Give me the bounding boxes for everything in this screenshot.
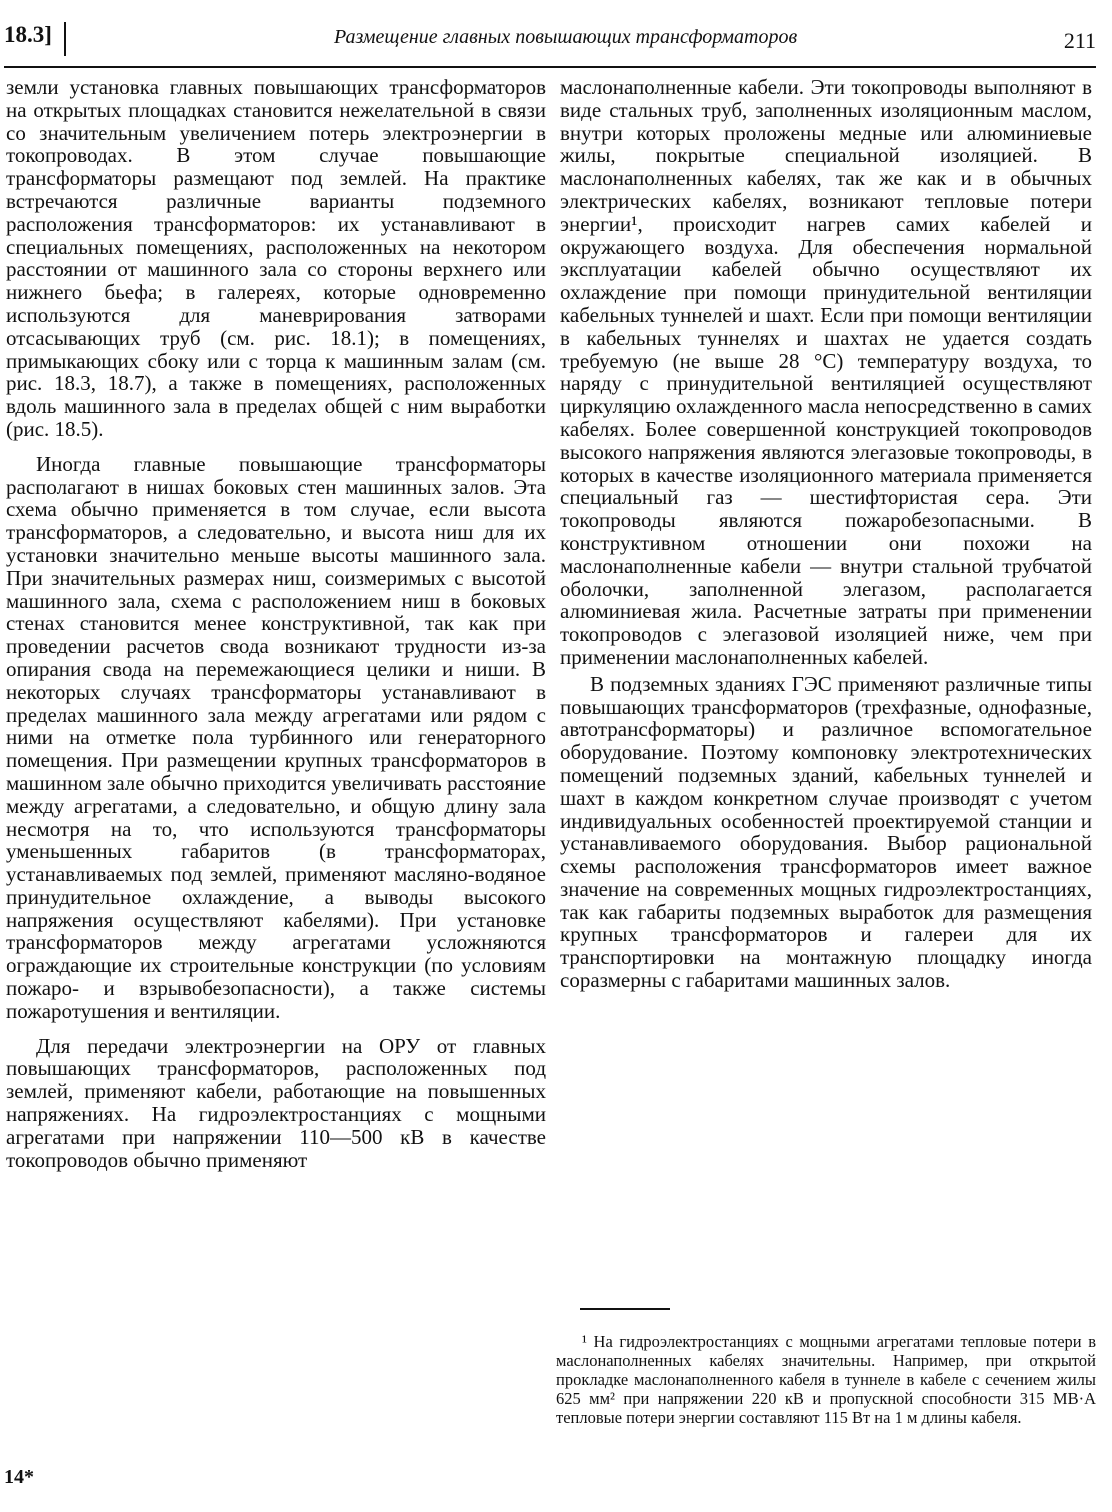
- footnote: ¹ На гидроэлектростанциях с мощными агрегатами тепловые потери в маслонаполненных кабелях значительны. Например, при открытой прокладке маслонаполненного кабеля в туннеле в кабеле с сечением жилы 625 мм² при напряжении 220 кВ и пропускной способности 315 МВ·А тепловые потери энергии составляют 115 Вт на 1 м длины кабеля.: [556, 1332, 1096, 1427]
- footnote-divider: [580, 1308, 670, 1310]
- signature-mark: 14*: [4, 1466, 34, 1488]
- paragraph: маслонаполненные кабели. Эти токопроводы выполняют в виде стальных труб, заполненных изоляционным маслом, внутри которых проложены медные или алюминиевые жилы, покрытые специальной изоляцией. В маслонаполненных кабелях, так же как и в обычных электрических кабелях, возникают тепловые потери энергии¹, происходит нагрев самих кабелей и окружающего воздуха. Для обеспечения нормальной эксплуатации кабелей обычно осуществляют их охлаждение при помощи принудительной вентиляции кабельных туннелей и шахт. Если при помощи вентиляции в кабельных туннелях и шахтах не удается создать требуемую (не выше 28 °С) температуру воздуха, то наряду с принудительной вентиляцией осуществляют циркуляцию охлажденного масла непосредственно в самих кабелях. Более совершенной конструкцией токопроводов высокого напряжения являются элегазовые токопроводы, в которых в качестве изоляционного материала применяется специальный газ — шестифтористая сера. Эти токопроводы являются пожаробезопасными. В конструктивном отношении они похожи на маслонаполненные кабели — внутри стальной трубчатой оболочки, заполненной элегазом, располагается алюминиевая жила. Расчетные затраты при применении токопроводов с элегазовой изоляцией ниже, чем при применении маслонаполненных кабелей.: [560, 75, 1092, 669]
- paragraph: Для передачи электроэнергии на ОРУ от главных повышающих трансформаторов, расположенных под землей, применяют кабели, работающие на повышенных напряжениях. На гидроэлектростанциях с мощными агрегатами при напряжении 110—500 кВ в качестве токопроводов обычно применяют: [6, 1033, 546, 1172]
- right-column: [560, 76, 1092, 992]
- paragraph: В подземных зданиях ГЭС применяют различные типы повышающих трансформаторов (трехфазные, однофазные, автотрансформаторы) и различное вспомогательное оборудование. Поэтому компоновку электротехнических помещений подземных зданий, кабельных туннелей и шахт в каждом конкретном случае производят с учетом индивидуальных особенностей проектируемой станции и устанавливаемого оборудования. Выбор рациональной схемы расположения трансформаторов имеет важное значение на современных мощных гидроэлектростанциях, так как габариты подземных выработок для размещения крупных трансформаторов и галереи для их транспортировки на монтажную площадку иногда соразмерны с габаритами машинных залов.: [560, 671, 1092, 993]
- paragraph: Иногда главные повышающие трансформаторы располагают в нишах боковых стен машинных залов. Эта схема обычно применяется в том случае, если высота трансформаторов, а следовательно, и высота ниш для их установки значительно меньше высоты машинного зала. При значительных размерах ниш, соизмеримых с высотой машинного зала, схема с расположением ниш в боковых стенах становится менее конструктивной, так как при проведении расчетов свода возникают трудности из-за опирания свода на перемежающиеся целики и ниши. В некоторых случаях трансформаторы устанавливают в пределах машинного зала между агрегатами или рядом с ними на отметке пола турбинного или генераторного помещения. При размещении крупных трансформаторов в машинном зале обычно приходится увеличивать расстояние между агрегатами, а следовательно, и общую длину зала несмотря на то, что используются трансформаторы уменьшенных габаритов (в трансформаторах, устанавливаемых под землей, применяют масляно-водяное принудительное охлаждение, а выводы высокого напряжения осуществляют кабелями). При установке трансформаторов между агрегатами усложняются ограждающие их строительные конструкции (по условиям пожаро- и взрывобезопасности), а также системы пожаротушения и вентиляции.: [6, 451, 546, 1023]
- left-column: [6, 76, 546, 1171]
- section-number: 18.3]: [4, 22, 66, 56]
- page-number: 211: [1063, 28, 1096, 53]
- paragraph: земли установка главных повышающих трансформаторов на открытых площадках становится нежелательной в связи со значительным увеличением потерь электроэнергии в токопроводах. В этом случае повышающие трансформаторы размещают под землей. На практике встречаются различные варианты подземного расположения трансформаторов: их устанавливают в специальных помещениях, расположенных на некотором расстоянии от машинного зала со стороны верхнего или нижнего бьефа; в галереях, которые одновременно используются для маневрирования затворами отсасывающих труб (см. рис. 18.1); в помещениях, примыкающих сбоку или с торца к машинным залам (см. рис. 18.3, 18.7), а также в помещениях, расположенных вдоль машинного зала в пределах общей с ним выработки (рис. 18.5).: [6, 75, 546, 441]
- running-title: Размещение главных повышающих трансформаторов: [334, 26, 798, 48]
- page-header: [4, 14, 1096, 68]
